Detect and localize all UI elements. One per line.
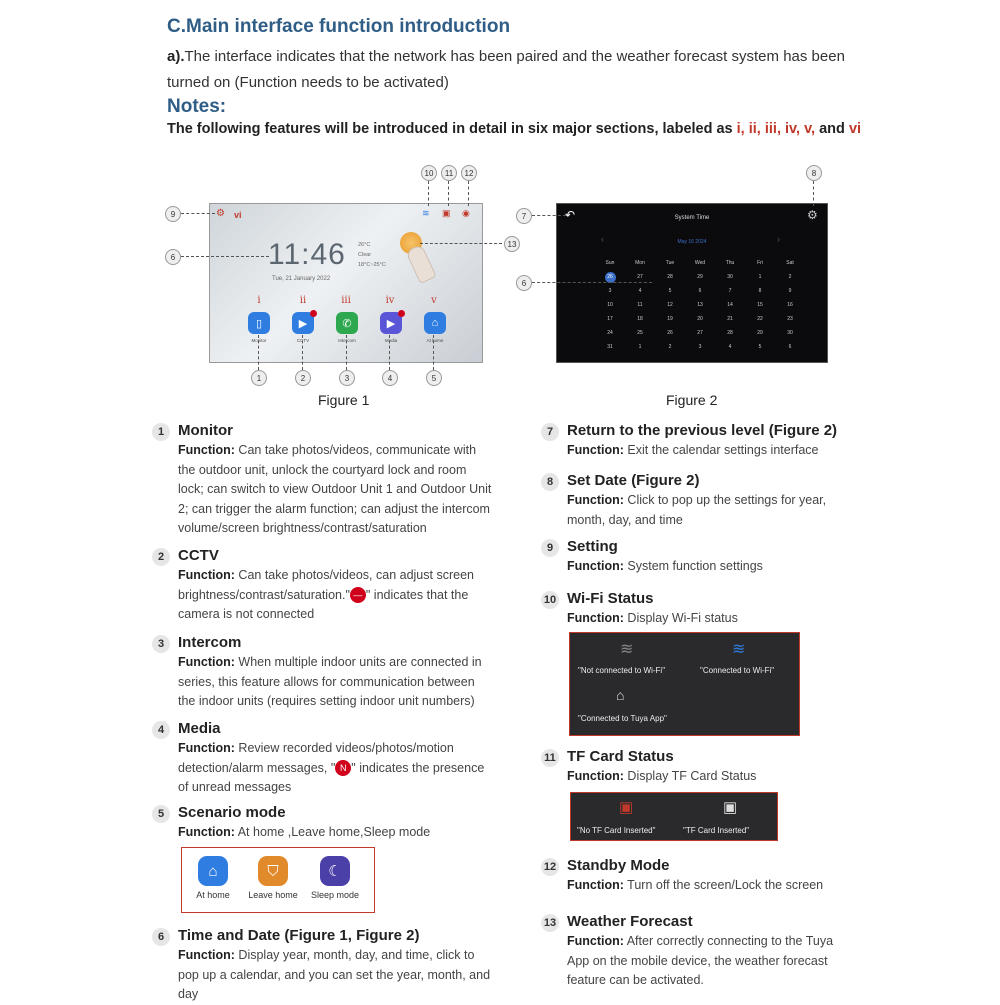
standby-icon[interactable]: ◉ [462, 208, 470, 218]
callout-line [532, 215, 566, 216]
intro-paragraph [167, 44, 867, 96]
item-number: 6 [152, 928, 170, 946]
function-text: Display Wi-Fi status [623, 611, 738, 625]
tf-inserted-label: "TF Card Inserted" [683, 826, 750, 835]
item-title: Return to the previous level (Figure 2) [567, 422, 838, 439]
callout-7: 7 [516, 208, 532, 224]
item-number: 10 [541, 591, 559, 609]
function-text: After correctly connecting to the Tuya App on the mobile device, the weather forecast feature can be activated. [567, 934, 834, 987]
item-desc [567, 557, 841, 577]
calendar-day[interactable]: 29 [697, 274, 703, 280]
item-title: Wi-Fi Status [567, 590, 654, 607]
function-text-2: " indicates that the camera is not connected [178, 587, 469, 621]
function-label: Function: [567, 769, 624, 783]
item-desc [567, 609, 841, 629]
callout-line [448, 181, 449, 206]
home-icon: ⌂ [198, 856, 228, 886]
item-number: 5 [152, 805, 170, 823]
item-setting [541, 537, 841, 577]
weather-range: 18°C~25°C [358, 262, 386, 268]
calendar-week [595, 340, 805, 354]
callout-6b: 6 [516, 275, 532, 291]
figure2-caption: Figure 2 [666, 392, 718, 408]
item-title: Time and Date (Figure 1, Figure 2) [178, 927, 420, 944]
callout-8: 8 [806, 165, 822, 181]
callout-line [428, 181, 429, 206]
scenario-mode-box [181, 847, 375, 913]
callout-line [813, 181, 814, 206]
item-desc [178, 566, 492, 625]
item-title: Standby Mode [567, 857, 670, 874]
wifi-icon: ≋ [422, 208, 430, 218]
calendar-day[interactable]: 31 [607, 344, 613, 350]
weather-cond: Clear [358, 252, 372, 258]
callout-5: 5 [426, 370, 442, 386]
function-text: At home ,Leave home,Sleep mode [234, 825, 431, 839]
item-title: Weather Forecast [567, 913, 693, 930]
function-label: Function: [567, 443, 624, 457]
callout-line [389, 335, 390, 370]
function-text: Turn off the screen/Lock the screen [623, 878, 824, 892]
pointing-hand-icon [405, 244, 437, 284]
vi-label: vi [234, 210, 242, 220]
function-label: Function: [567, 559, 624, 573]
weekday: Sat [786, 260, 794, 266]
function-text: Display year, month, day, and time, click to pop up a calendar, and you can set the year, month, and day [178, 948, 491, 1001]
calendar-day[interactable]: 3 [698, 344, 702, 350]
item-set-date [541, 471, 841, 530]
calendar-day[interactable]: 6 [788, 344, 792, 350]
notes-labels: i, ii, iii, iv, v, [736, 121, 816, 137]
media-unread-badge [398, 310, 405, 317]
function-text: Click to pop up the settings for year, month, day, and time [567, 493, 827, 527]
function-label: Function: [178, 948, 235, 962]
no-entry-icon: — [350, 587, 366, 603]
mode-label: Sleep mode [310, 890, 360, 900]
intercom-app-icon[interactable]: ✆ [336, 312, 358, 334]
calendar-day[interactable]: 27 [697, 330, 703, 336]
notes-and: and [815, 121, 849, 137]
calendar-day[interactable]: 27 [637, 274, 643, 280]
intercom-app-label: Intercom [338, 338, 356, 343]
function-text-2: " indicates the presence of unread messages [178, 760, 485, 794]
calendar-day[interactable]: 23 [787, 316, 793, 322]
callout-line [433, 335, 434, 370]
page-title: C.Main interface function introduction [167, 16, 511, 37]
function-label: Function: [178, 655, 235, 669]
item-number: 3 [152, 635, 170, 653]
function-label: Function: [178, 443, 235, 457]
function-label: Function: [567, 934, 624, 948]
tuya-connected-label: "Connected to Tuya App" [578, 714, 667, 723]
weekday: Mon [635, 260, 645, 266]
calendar-day[interactable]: 30 [787, 330, 793, 336]
unread-badge-icon: N [335, 760, 351, 776]
item-wifi-status [541, 589, 841, 629]
item-desc [567, 491, 841, 530]
calendar-day[interactable]: 7 [728, 288, 732, 294]
mode-label: At home [196, 890, 230, 900]
wifi-status-box [569, 632, 800, 736]
callout-2: 2 [295, 370, 311, 386]
calendar-month[interactable]: May 16 2024 [677, 239, 707, 245]
item-monitor [152, 421, 492, 539]
callout-13: 13 [504, 236, 520, 252]
tf-card-status-box [570, 792, 778, 841]
item-desc [178, 946, 492, 1005]
callout-line [346, 335, 347, 370]
item-desc [178, 823, 492, 843]
weekday: Wed [694, 260, 706, 266]
calendar-day[interactable]: 19 [667, 316, 673, 322]
roman-iii: iii [341, 295, 351, 306]
calendar-day[interactable]: 28 [667, 274, 673, 280]
calendar-day[interactable]: 24 [607, 330, 613, 336]
mode-leave-home[interactable] [248, 856, 298, 900]
calendar-week [595, 326, 805, 340]
calendar-day[interactable]: 30 [727, 274, 733, 280]
item-number: 1 [152, 423, 170, 441]
item-desc [178, 653, 492, 712]
callout-12: 12 [461, 165, 477, 181]
item-desc [178, 441, 492, 539]
calendar-day[interactable]: 4 [638, 288, 642, 294]
callout-line [258, 335, 259, 370]
calendar-day[interactable]: 18 [637, 316, 643, 322]
item-title: Monitor [178, 422, 233, 439]
notes-body: The following features will be introduced in detail in six major sections, labeled as [167, 121, 737, 137]
item-media [152, 719, 492, 798]
mode-at-home[interactable] [188, 856, 238, 900]
function-text: When multiple indoor units are connected in series, this feature allows for communication between the indoor units (requires setting indoor unit numbers) [178, 655, 482, 708]
callout-line [420, 243, 502, 244]
calendar-day[interactable]: 2 [668, 344, 672, 350]
notes-heading: Notes: [167, 96, 227, 117]
item-number: 13 [541, 914, 559, 932]
function-text: Can take photos/videos, communicate with the outdoor unit, unlock the courtyard lock and room lock; can switch to view Outdoor Unit 1 and Outdoor Unit 2; can trigger the alarm function; can adjust the intercom volume/screen brightness/contrast/saturation [178, 443, 492, 535]
calendar-week [595, 298, 805, 312]
figure1-caption: Figure 1 [318, 392, 370, 408]
tf-card-missing-icon: ▣ [619, 799, 634, 816]
calendar-grid [595, 256, 805, 354]
function-label: Function: [178, 568, 235, 582]
calendar-day[interactable]: 4 [728, 344, 732, 350]
function-text: Can take photos/videos, can adjust screen brightness/contrast/saturation." [178, 568, 474, 602]
callout-line [302, 335, 303, 370]
item-desc [567, 441, 841, 461]
tuya-app-icon: ⌂ [616, 687, 625, 703]
wifi-disconnected-icon: ≋ [620, 641, 634, 658]
calendar-day[interactable]: 16 [787, 302, 793, 308]
roman-ii: ii [299, 295, 307, 306]
calendar-week [595, 312, 805, 326]
scenario-app-label: At home [426, 338, 444, 343]
item-title: CCTV [178, 547, 219, 564]
calendar-day[interactable]: 12 [667, 302, 673, 308]
calendar-day[interactable]: 14 [727, 302, 733, 308]
clock-date: Tue, 21 January 2022 [272, 276, 331, 282]
item-time-date [152, 926, 492, 1005]
calendar-day[interactable]: 1 [758, 274, 762, 280]
figure2-screen [556, 203, 828, 363]
calendar-weekdays [595, 256, 805, 270]
para-text: The interface indicates that the network has been paired and the weather forecast system has been turned on (Function needs to be activated) [167, 48, 845, 91]
calendar-day[interactable]: 21 [727, 316, 733, 322]
function-label: Function: [178, 741, 235, 755]
item-desc [567, 767, 841, 787]
notes-last-label: vi [848, 121, 862, 137]
calendar-day[interactable]: 17 [607, 316, 613, 322]
item-intercom [152, 633, 492, 712]
callout-line [468, 181, 469, 206]
callout-line [181, 213, 215, 214]
back-arrow-icon[interactable]: ↶ [565, 208, 576, 222]
monitor-app-icon[interactable]: ▯ [248, 312, 270, 334]
item-number: 7 [541, 423, 559, 441]
item-desc [567, 932, 841, 991]
calendar-day[interactable]: 11 [637, 302, 643, 308]
callout-line [181, 256, 269, 257]
tf-no-card-label: "No TF Card Inserted" [577, 826, 656, 835]
mode-sleep[interactable] [310, 856, 360, 900]
function-text: System function settings [623, 559, 763, 573]
roman-iv: iv [385, 295, 395, 306]
item-number: 9 [541, 539, 559, 557]
calendar-day[interactable]: 10 [607, 302, 613, 308]
weekday: Tue [665, 260, 675, 266]
prev-month-icon[interactable]: ‹ [601, 234, 604, 244]
media-app-icon[interactable]: ▶ [380, 312, 402, 334]
item-title: Intercom [178, 634, 242, 651]
cctv-disconnected-badge [310, 310, 317, 317]
item-standby [541, 856, 841, 896]
scenario-app-icon[interactable]: ⌂ [424, 312, 446, 334]
roman-v: v [431, 295, 437, 306]
settings-gear-icon[interactable]: ⚙ [807, 208, 818, 222]
calendar-day[interactable]: 13 [697, 302, 703, 308]
callout-3: 3 [339, 370, 355, 386]
item-cctv [152, 546, 492, 625]
clock-time[interactable]: 11:46 [268, 238, 346, 271]
tf-card-icon: ▣ [442, 208, 451, 218]
item-title: Set Date (Figure 2) [567, 472, 700, 489]
shield-icon: ⛉ [258, 856, 288, 886]
weekday: Thu [725, 260, 735, 266]
item-tf-card [541, 747, 841, 787]
calendar-day[interactable]: 26 [667, 330, 673, 336]
callout-line [532, 282, 652, 283]
item-desc [178, 739, 492, 798]
notes-text [167, 121, 861, 137]
item-title: Scenario mode [178, 804, 286, 821]
callout-6: 6 [165, 249, 181, 265]
calendar-day[interactable]: 29 [757, 330, 763, 336]
item-title: Setting [567, 538, 618, 555]
media-app-label: Media [384, 338, 398, 343]
item-title: TF Card Status [567, 748, 674, 765]
calendar-day[interactable]: 20 [697, 316, 703, 322]
calendar-day[interactable]: 3 [608, 288, 612, 294]
calendar-day[interactable]: 25 [637, 330, 643, 336]
calendar-day[interactable]: 28 [727, 330, 733, 336]
function-label: Function: [567, 493, 624, 507]
cctv-app-icon[interactable]: ▶ [292, 312, 314, 334]
calendar-day[interactable]: 5 [668, 288, 672, 294]
wifi-not-connected-label: "Not connected to Wi-Fi" [578, 666, 666, 675]
calendar-day[interactable]: 22 [757, 316, 763, 322]
item-return [541, 421, 841, 461]
roman-i: i [257, 295, 261, 306]
item-number: 11 [541, 749, 559, 767]
item-weather [541, 912, 841, 991]
cctv-app-label: CCTV [296, 338, 310, 343]
item-title: Media [178, 720, 221, 737]
item-number: 2 [152, 548, 170, 566]
weather-temp: 26°C [358, 242, 371, 248]
function-text: Display TF Card Status [623, 769, 757, 783]
mode-label: Leave home [248, 890, 298, 900]
callout-1: 1 [251, 370, 267, 386]
callout-11: 11 [441, 165, 457, 181]
weekday: Sun [605, 260, 615, 266]
function-text: Review recorded videos/photos/motion detection/alarm messages, " [178, 741, 454, 775]
wifi-connected-label: "Connected to Wi-Fi" [700, 666, 775, 675]
function-text: Exit the calendar settings interface [623, 443, 819, 457]
callout-4: 4 [382, 370, 398, 386]
function-label: Function: [567, 878, 624, 892]
para-prefix: a). [167, 48, 185, 65]
callout-10: 10 [421, 165, 437, 181]
calendar-day[interactable]: 9 [788, 288, 792, 294]
calendar-day[interactable]: 6 [698, 288, 702, 294]
weather-info [358, 240, 386, 270]
tf-card-present-icon: ▣ [723, 799, 738, 816]
function-label: Function: [178, 825, 235, 839]
calendar-day[interactable]: 1 [638, 344, 642, 350]
wifi-connected-icon: ≋ [732, 641, 746, 658]
item-desc [567, 876, 841, 896]
calendar-day[interactable]: 5 [758, 344, 762, 350]
item-scenario [152, 803, 492, 843]
moon-icon: ☾ [320, 856, 350, 886]
selected-day[interactable]: 26 [605, 272, 616, 283]
weekday: Fri [757, 260, 763, 266]
calendar-day[interactable]: 15 [757, 302, 763, 308]
monitor-app-label: Monitor [251, 338, 267, 343]
function-label: Function: [567, 611, 624, 625]
calendar-day[interactable]: 2 [788, 274, 792, 280]
calendar-week [595, 284, 805, 298]
calendar-day[interactable]: 8 [758, 288, 762, 294]
callout-9: 9 [165, 206, 181, 222]
gear-icon[interactable]: ⚙ [216, 208, 225, 219]
item-number: 4 [152, 721, 170, 739]
item-number: 12 [541, 858, 559, 876]
next-month-icon[interactable]: › [777, 234, 780, 244]
item-number: 8 [541, 473, 559, 491]
system-time-title: System Time [674, 215, 710, 221]
